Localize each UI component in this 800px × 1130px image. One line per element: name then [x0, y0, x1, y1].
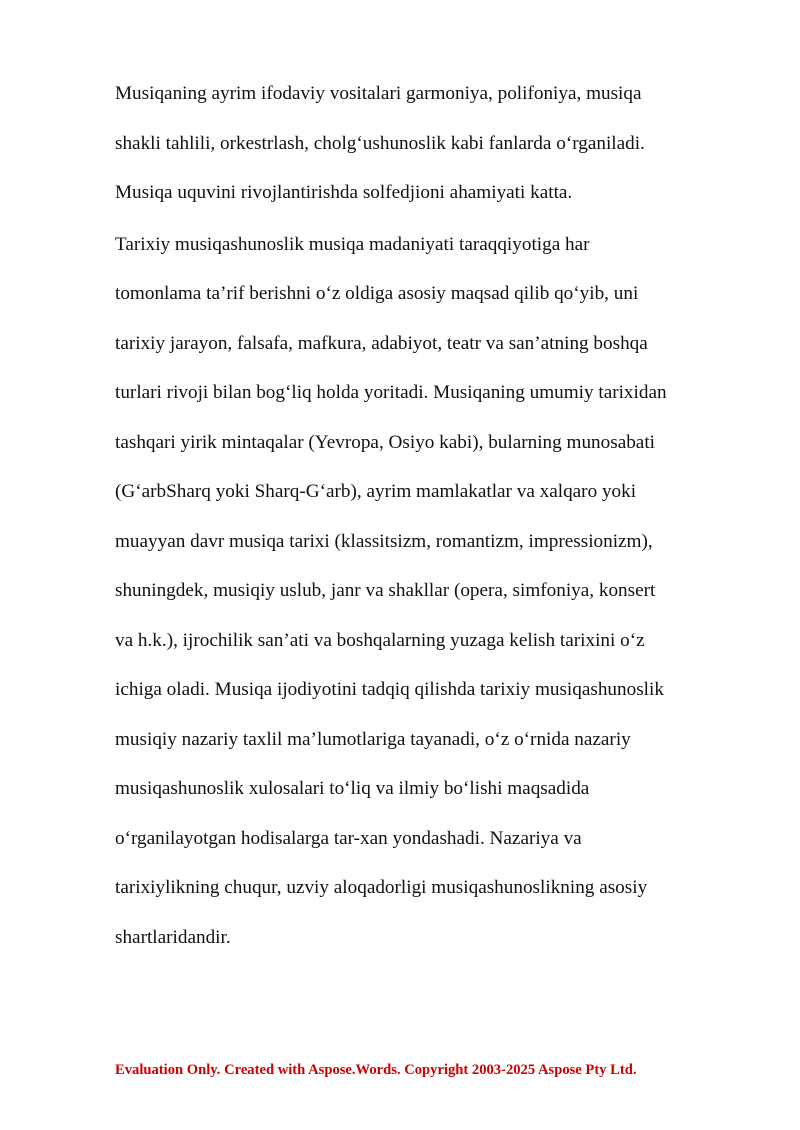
text-line: tashqari yirik mintaqalar (Yevropa, Osiyo kabi), bularning munosabati — [115, 431, 655, 453]
text-line: tarixiylikning chuqur, uzviy aloqadorligi musiqashunoslikning asosiy — [115, 877, 648, 898]
text-line: shakli tahlili, orkestrlash, cholg‘ushunoslik kabi fanlarda o‘rganiladi. — [115, 132, 645, 154]
text-line: o‘rganilayotgan hodisalarga tar-xan yondashadi. Nazariya va — [115, 827, 582, 849]
body-text — [115, 69, 755, 962]
text-line: musiqiy nazariy taxlil ma’lumotlariga tayanadi, o‘z o‘rnida nazariy — [115, 728, 631, 750]
text-line: musiqashunoslik xulosalari to‘liq va ilmiy bo‘lishi maqsadida — [115, 778, 590, 799]
text-line: ichiga oladi. Musiqa ijodiyotini tadqiq qilishda tarixiy musiqashunoslik — [115, 679, 664, 700]
text-line: va h.k.), ijrochilik san’ati va boshqalarning yuzaga kelish tarixini o‘z — [115, 629, 645, 651]
text-line: shartlaridandir. — [115, 926, 231, 948]
paragraph-1 — [115, 69, 755, 218]
evaluation-footer: Evaluation Only. Created with Aspose.Words. Copyright 2003-2025 Aspose Pty Ltd. — [115, 1062, 637, 1078]
text-line: Tarixiy musiqashunoslik musiqa madaniyati taraqqiyotiga har — [115, 233, 590, 255]
text-line: Musiqaning ayrim ifodaviy vositalari garmoniya, polifoniya, musiqa — [115, 83, 642, 104]
text-line: (G‘arbSharq yoki Sharq-G‘arb), ayrim mamlakatlar va xalqaro yoki — [115, 481, 637, 502]
text-line: tomonlama ta’rif berishni o‘z oldiga asosiy maqsad qilib qo‘yib, uni — [115, 283, 639, 304]
text-line: tarixiy jarayon, falsafa, mafkura, adabiyot, teatr va san’atning boshqa — [115, 332, 648, 354]
text-line: Musiqa uquvini rivojlantirishda solfedjioni ahamiyati katta. — [115, 182, 573, 203]
text-line: shuningdek, musiqiy uslub, janr va shakllar (opera, simfoniya, konsert — [115, 580, 656, 601]
paragraph-2 — [115, 220, 755, 963]
text-line: muayyan davr musiqa tarixi (klassitsizm, romantizm, impressionizm), — [115, 530, 653, 552]
text-line: turlari rivoji bilan bog‘liq holda yoritadi. Musiqaning umumiy tarixidan — [115, 382, 667, 403]
